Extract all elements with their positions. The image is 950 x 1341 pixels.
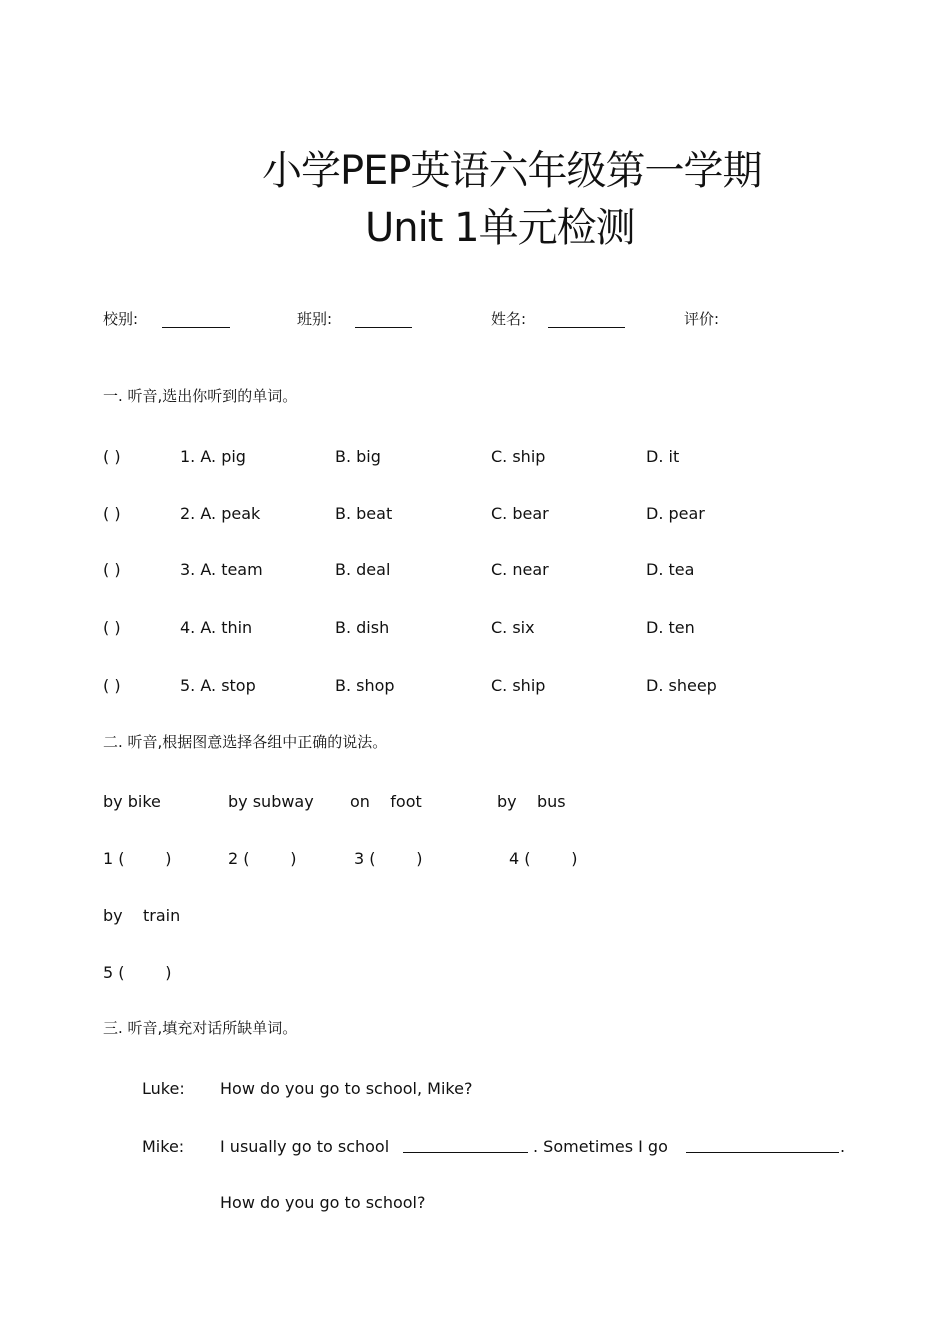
option-b-1: B. big [335, 447, 381, 466]
option-c-3: C. near [491, 560, 549, 579]
dialogue-line-1: How do you go to school, Mike? [220, 1079, 473, 1098]
answer-paren-2[interactable]: ( ) [103, 504, 121, 523]
option-a-1: 1. A. pig [180, 447, 246, 466]
option-d-4: D. ten [646, 618, 695, 637]
fill-blank-2[interactable] [686, 1152, 839, 1153]
page-title: 小学PEP英语六年级第一学期 [262, 148, 762, 194]
option-a-3: 3. A. team [180, 560, 263, 579]
option-d-2: D. pear [646, 504, 705, 523]
transport-option-1: by bike [103, 792, 161, 811]
fill-blank-1[interactable] [403, 1152, 528, 1153]
section1-heading: 一. 听音,选出你听到的单词。 [103, 387, 298, 405]
speaker-mike: Mike: [142, 1137, 185, 1156]
answer-paren-4[interactable]: ( ) [103, 618, 121, 637]
answer-slot-2[interactable]: 2 ( ) [228, 849, 297, 868]
transport-option-5: by train [103, 906, 181, 925]
option-a-2: 2. A. peak [180, 504, 261, 523]
class-label: 班别: [297, 310, 333, 328]
option-b-5: B. shop [335, 676, 395, 695]
dialogue-line-2a: I usually go to school [220, 1137, 390, 1156]
answer-slot-3[interactable]: 3 ( ) [354, 849, 423, 868]
speaker-luke: Luke: [142, 1079, 185, 1098]
option-d-1: D. it [646, 447, 680, 466]
school-blank[interactable] [162, 327, 230, 328]
transport-option-3: on foot [350, 792, 422, 811]
class-blank[interactable] [355, 327, 412, 328]
answer-paren-1[interactable]: ( ) [103, 447, 121, 466]
section3-heading: 三. 听音,填充对话所缺单词。 [103, 1019, 298, 1037]
option-d-5: D. sheep [646, 676, 717, 695]
option-b-3: B. deal [335, 560, 391, 579]
option-b-4: B. dish [335, 618, 390, 637]
option-c-1: C. ship [491, 447, 546, 466]
option-b-2: B. beat [335, 504, 393, 523]
answer-paren-5[interactable]: ( ) [103, 676, 121, 695]
answer-slot-4[interactable]: 4 ( ) [509, 849, 578, 868]
option-c-2: C. bear [491, 504, 549, 523]
option-c-5: C. ship [491, 676, 546, 695]
answer-slot-5[interactable]: 5 ( ) [103, 963, 172, 982]
dialogue-line-3: How do you go to school? [220, 1193, 426, 1212]
transport-option-2: by subway [228, 792, 314, 811]
dialogue-line-2c: . [840, 1137, 846, 1156]
grade-label: 评价: [684, 310, 720, 328]
section2-heading: 二. 听音,根据图意选择各组中正确的说法。 [103, 733, 388, 751]
transport-option-4: by bus [497, 792, 566, 811]
option-c-4: C. six [491, 618, 535, 637]
school-label: 校别: [103, 310, 139, 328]
page-subtitle: Unit 1单元检测 [365, 205, 635, 251]
answer-slot-1[interactable]: 1 ( ) [103, 849, 172, 868]
dialogue-line-2b: . Sometimes I go [533, 1137, 668, 1156]
option-a-4: 4. A. thin [180, 618, 253, 637]
option-a-5: 5. A. stop [180, 676, 256, 695]
name-blank[interactable] [548, 327, 625, 328]
name-label: 姓名: [491, 310, 527, 328]
option-d-3: D. tea [646, 560, 695, 579]
answer-paren-3[interactable]: ( ) [103, 560, 121, 579]
